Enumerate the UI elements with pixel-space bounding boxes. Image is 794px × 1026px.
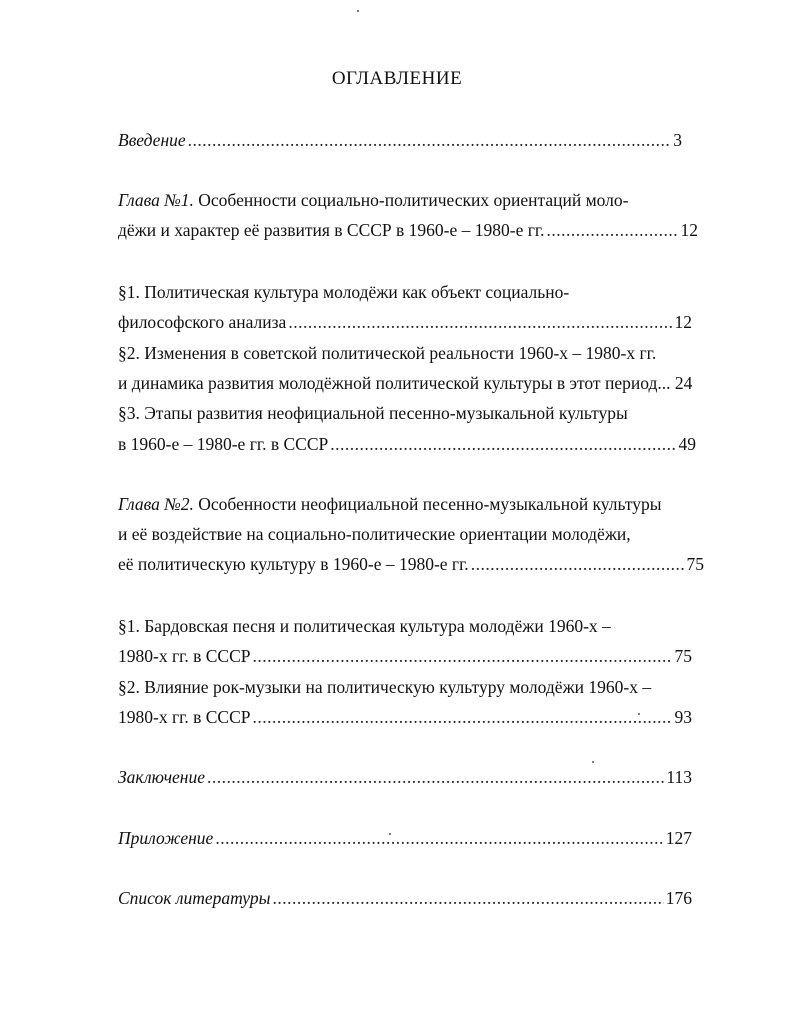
toc-entry-appendix[interactable] xyxy=(118,826,692,850)
scan-speck xyxy=(389,833,391,835)
toc-entry-ch1-sec2-line1[interactable] xyxy=(118,341,718,365)
section-title-line2: в 1960-е – 1980-е гг. в СССР xyxy=(118,434,329,454)
leader-dots xyxy=(547,218,679,242)
leader-dots xyxy=(471,552,685,576)
leader-dots xyxy=(188,128,672,152)
appendix-page: 127 xyxy=(665,828,692,848)
chapter2-title-line3: её политическую культуру в 1960-е – 1980-е гг. xyxy=(118,554,469,574)
toc-entry-chapter2-line2[interactable] xyxy=(118,522,698,546)
section-title-line2: и динамика развития молодёжной политической культуры в этот период... xyxy=(118,373,671,393)
intro-page: 3 xyxy=(673,130,682,150)
section-page: 12 xyxy=(674,312,692,332)
toc-entry-ch2-sec2-line2[interactable] xyxy=(118,705,692,729)
appendix-label: Приложение xyxy=(118,828,214,848)
section-title-line2: 1980-х гг. в СССР xyxy=(118,707,251,727)
leader-dots xyxy=(252,705,672,729)
scan-speck xyxy=(638,713,640,715)
scan-speck xyxy=(357,10,359,12)
section-page: 75 xyxy=(674,646,692,666)
toc-entry-ch1-sec1-line1[interactable] xyxy=(118,280,698,304)
section-title-line2: философского анализа xyxy=(118,312,287,332)
toc-entry-ch1-sec1-line2[interactable] xyxy=(118,310,692,334)
intro-label: Введение xyxy=(118,130,186,150)
toc-entry-ch2-sec1-line1[interactable] xyxy=(118,614,698,638)
chapter2-title-line1: Особенности неофициальной песенно-музыкальной культуры xyxy=(198,494,662,514)
section-page: 93 xyxy=(674,707,692,727)
scan-speck xyxy=(592,761,594,763)
leader-dots xyxy=(272,886,663,910)
leader-dots xyxy=(288,310,672,334)
toc-entry-conclusion[interactable] xyxy=(118,765,692,789)
toc-entry-chapter1-line2[interactable] xyxy=(118,218,698,242)
section-title-line1: §2. Влияние рок-музыки на политическую культуру молодёжи 1960-х – xyxy=(118,677,652,697)
section-page: 24 xyxy=(674,373,693,393)
toc-entry-ch2-sec2-line1[interactable] xyxy=(118,675,698,699)
toc-entry-ch1-sec2-line2[interactable] xyxy=(118,371,718,395)
page-title: ОГЛАВЛЕНИЕ xyxy=(331,68,463,89)
conclusion-page: 113 xyxy=(666,767,692,787)
leader-dots xyxy=(252,644,672,668)
section-page: 49 xyxy=(678,434,696,454)
conclusion-label: Заключение xyxy=(118,767,206,787)
toc-entry-ch1-sec3-line2[interactable] xyxy=(118,432,696,456)
toc-entry-chapter2-line1[interactable] xyxy=(118,492,698,516)
chapter1-title-line2: дёжи и характер её развития в СССР в 1960-е – 1980-е гг. xyxy=(118,220,545,240)
toc-entry-chapter1-line1[interactable] xyxy=(118,188,698,212)
chapter2-label: Глава №2. xyxy=(118,494,194,514)
leader-dots xyxy=(215,826,663,850)
toc-entry-ch2-sec1-line2[interactable] xyxy=(118,644,692,668)
chapter1-page: 12 xyxy=(680,220,698,240)
chapter1-title-line1: Особенности социально-политических ориентаций моло- xyxy=(198,190,629,210)
chapter1-label: Глава №1. xyxy=(118,190,194,210)
leader-dots xyxy=(207,765,664,789)
leader-dots xyxy=(330,432,676,456)
toc-entry-intro[interactable] xyxy=(118,128,682,152)
section-title-line1: §1. Бардовская песня и политическая культура молодёжи 1960-х – xyxy=(118,616,611,636)
toc-entry-ch1-sec3-line1[interactable] xyxy=(118,401,698,425)
bibliography-label: Список литературы xyxy=(118,888,271,908)
toc-entry-chapter2-line3[interactable] xyxy=(118,552,704,576)
section-title-line1: §3. Этапы развития неофициальной песенно-музыкальной культуры xyxy=(118,403,628,423)
section-title-line2: 1980-х гг. в СССР xyxy=(118,646,251,666)
toc-entry-bibliography[interactable] xyxy=(118,886,692,910)
section-title-line1: §2. Изменения в советской политической реальности 1960-х – 1980-х гг. xyxy=(118,343,657,363)
section-title-line1: §1. Политическая культура молодёжи как объект социально- xyxy=(118,282,570,302)
chapter2-title-line2: и её воздействие на социально-политические ориентации молодёжи, xyxy=(118,524,631,544)
bibliography-page: 176 xyxy=(665,888,692,908)
chapter2-page: 75 xyxy=(686,554,704,574)
